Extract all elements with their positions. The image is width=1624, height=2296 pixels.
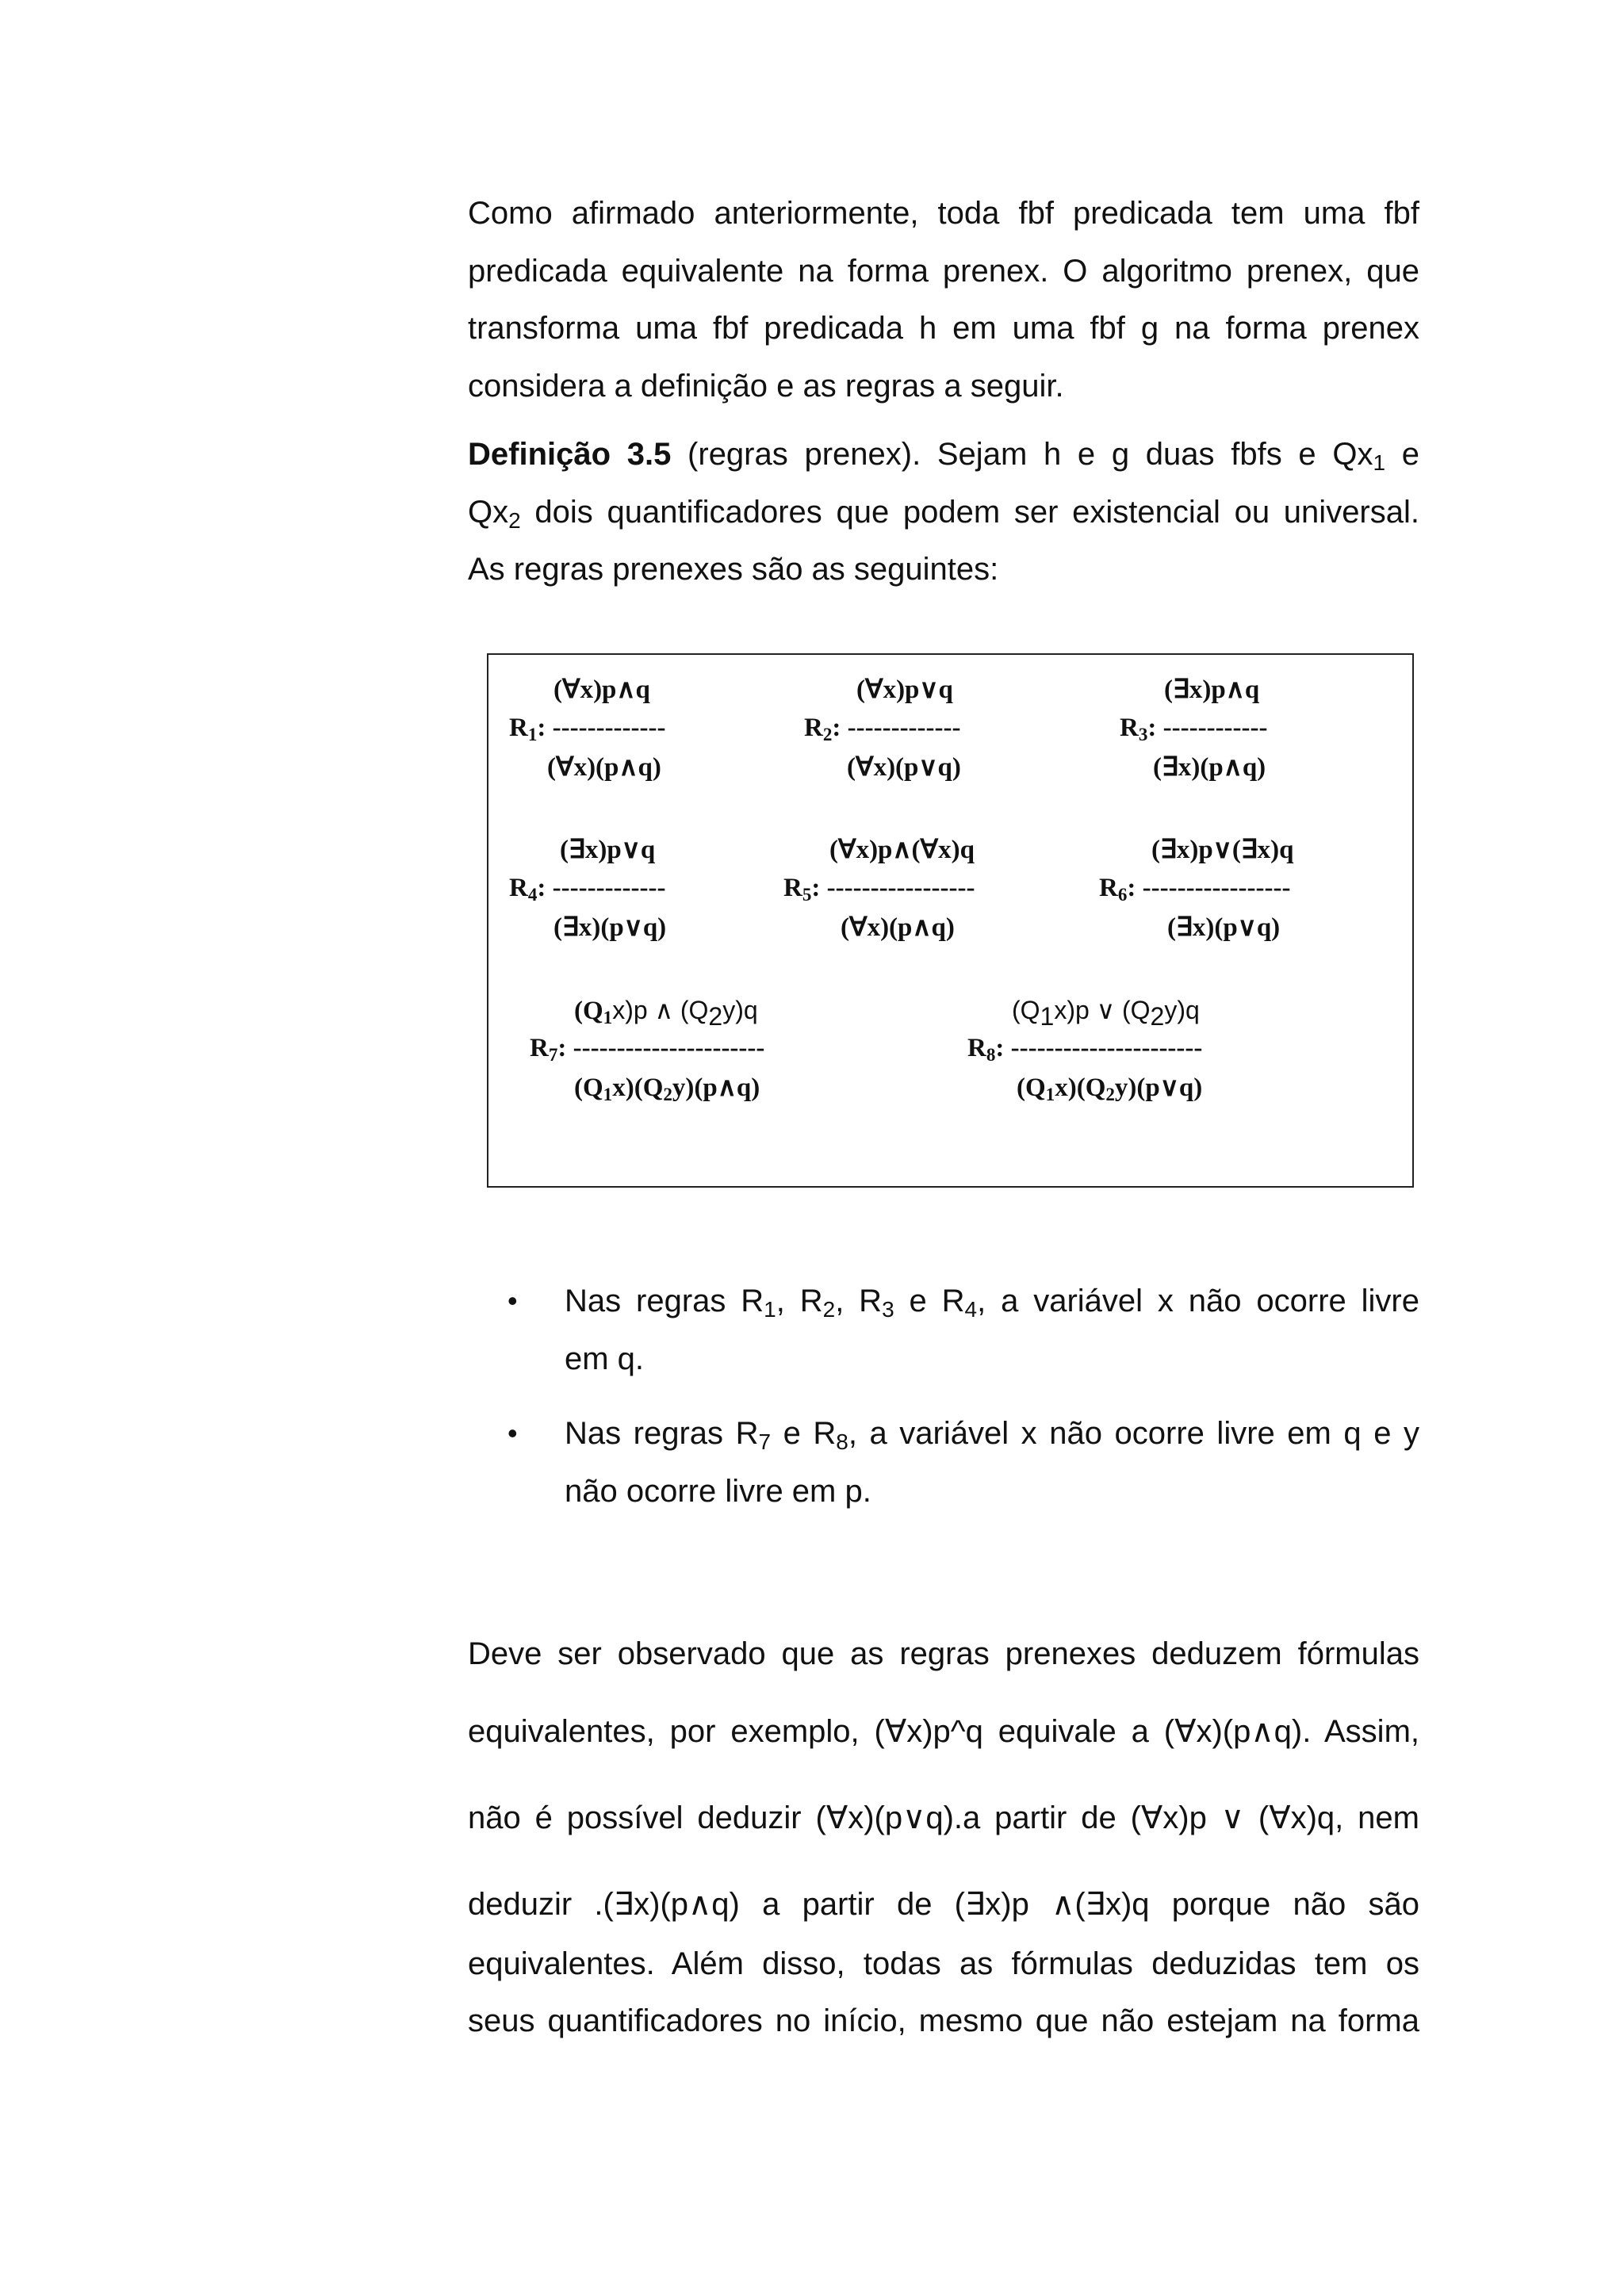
rule-conclusion: (∀x)(p∧q) [841,913,955,942]
text-line: $Qx_2$ dois quantificadores que podem ser existencial ou universal. [468,494,1419,533]
rule-premise: (∃x)p∧q [1164,675,1260,704]
rule-conclusion: (∃x)(p∨q) [553,913,667,942]
rule-conditions-list [508,1272,1419,1537]
rule-separator: $R_7$: ---------------------- [530,1034,765,1065]
text-line: Deve ser observado que as regras prenexes deduzem fórmulas [468,1636,1419,1671]
text-line: predicada equivalente na forma prenex. O algoritmo prenex, que [468,253,1419,289]
rule-premise: (∀x)p∧(∀x)q [829,836,975,864]
bullet-icon: • [508,1417,518,1450]
paragraph-observation [468,1617,1419,1954]
rule-separator: $R_1$: ------------- [509,714,666,744]
text-line: Nas regras $R_1$, $R_2$, $R_3$ e $R_4$, a variável x não ocorre livre [565,1284,1420,1322]
text-line: em q. [565,1341,645,1376]
definition-paragraph [468,426,1419,599]
text-line: equivalentes. Além disso, todas as fórmulas deduzidas tem os [468,1946,1419,1981]
rule-conclusion: (∃x)(p∨q) [1167,913,1281,942]
rule-conclusion: (∃x)(p∧q) [1153,753,1266,782]
rule-separator: $R_8$: ---------------------- [967,1034,1203,1065]
prenex-rules-box [487,653,1414,1188]
list-item [508,1405,1419,1520]
rule-separator: $R_4$: ------------- [509,874,666,905]
list-item [508,1272,1419,1387]
rule-conclusion: (∀x)(p∨q) [847,753,961,782]
rule-premise: (∃x)p∨q [560,836,656,864]
text-line: não é possível deduzir (∀x)(p∨q).a partir de (∀x)p ∨ (∀x)q, nem [468,1800,1419,1835]
text-line: Nas regras $R_7$ e $R_8$, a variável x não ocorre livre em q e y [565,1416,1419,1455]
rule-premise: (∀x)p∨q [856,675,953,704]
bullet-icon: • [508,1284,518,1317]
rule-conclusion: $(Q_1x)(Q_2y)(p\vee q)$ [1017,1073,1203,1104]
text-line: seus quantificadores no início, mesmo que não estejam na forma [468,2003,1419,2038]
text-line: não ocorre livre em p. [565,1473,871,1509]
rule-premise: (∃x)p∨(∃x)q [1151,836,1294,864]
text-line: As regras prenexes são as seguintes: [468,552,999,587]
text-line: considera a definição e as regras a seguir. [468,368,1064,404]
text-line: Como afirmado anteriormente, toda fbf predicada tem uma fbf [468,196,1419,231]
text-line: Definição 3.5 (regras prenex). Sejam h e g duas fbfs e $Qx_1$ e [468,437,1419,475]
definition-label: Definição 3.5 [468,437,672,472]
paragraph-continuation [468,1935,1419,2049]
text-line: equivalentes, por exemplo, (∀x)p^q equivale a (∀x)(p∧q). Assim, [468,1714,1419,1749]
rule-separator: $R_5$: ----------------- [783,874,975,905]
rule-separator: $R_6$: ----------------- [1099,874,1291,905]
rule-conclusion: (∀x)(p∧q) [547,753,661,782]
rule-separator: $R_2$: ------------- [804,714,961,744]
rule-conclusion: $(Q_1x)(Q_2y)(p\wedge q)$ [574,1073,760,1104]
rule-premise: $(Q_1x)p$ ∨ $(Q_2y)q$ [1012,996,1200,1031]
text-line: deduzir .(∃x)(p∧q) a partir de (∃x)p ∧(∃x)q porque não são [468,1887,1419,1922]
text-line: transforma uma fbf predicada h em uma fbf g na forma prenex [468,311,1419,346]
rule-premise: $(Q_1x)p$ ∧ $(Q_2y)q$ [574,996,758,1031]
paragraph-intro [468,185,1419,415]
rule-premise: (∀x)p∧q [553,675,650,704]
rule-separator: $R_3$: ------------ [1120,714,1268,744]
